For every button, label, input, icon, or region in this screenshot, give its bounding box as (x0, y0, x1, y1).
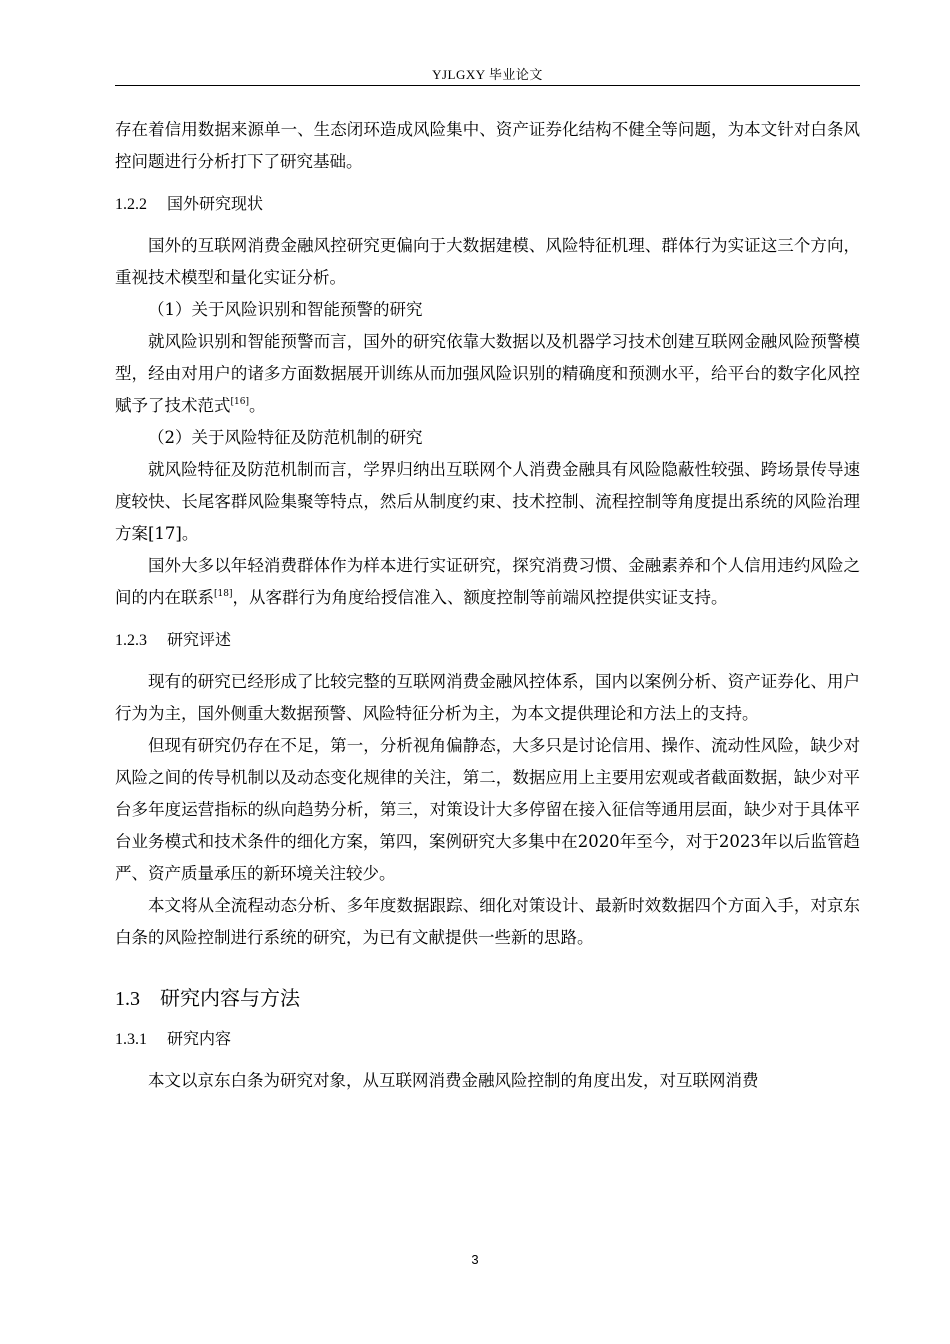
page-number: 3 (471, 1252, 479, 1267)
section-heading-1-2-2 (115, 192, 860, 217)
paragraph: 但现有研究仍存在不足，第一，分析视角偏静态，大多只是讨论信用、操作、流动性风险，缺少对风险之间的传导机制以及动态变化规律的关注，第二，数据应用上主要用宏观或者截面数据，缺少对平台多年度运营指标的纵向趋势分析，第三，对策设计大多停留在接入征信等通用层面，缺少对于具体平台业务模式和技术条件的细化方案，第四，案例研究大多集中在2020年至今，对于2023年以后监管趋严、资产质量承压的新环境关注较少。 (115, 736, 860, 883)
section-heading-1-2-3 (115, 628, 860, 653)
paragraph-text: 国外大多以年轻消费群体作为样本进行实证研究，探究消费习惯、金融素养和个人信用违约风险之间的内在联系 (115, 556, 860, 607)
citation: [18] (214, 589, 233, 599)
paragraph: 现有的研究已经形成了比较完整的互联网消费金融风控体系，国内以案例分析、资产证券化、用户行为为主，国外侧重大数据预警、风险特征分析为主，为本文提供理论和方法上的支持。 (115, 672, 860, 723)
paragraph: 就风险特征及防范机制而言，学界归纳出互联网个人消费金融具有风险隐蔽性较强、跨场景传导速度较快、长尾客群风险集聚等特点，然后从制度约束、技术控制、流程控制等角度提出系统的风险治理方案[17]。 (115, 460, 860, 543)
section-title: 研究评述 (167, 630, 232, 649)
section-number: 1.3 (115, 988, 140, 1010)
section-number: 1.2.3 (115, 632, 147, 649)
page-header: YJLGXY 毕业论文 (432, 67, 543, 82)
citation: [16] (230, 397, 249, 407)
section-heading-1-3-1 (115, 1027, 860, 1052)
header-divider (115, 85, 860, 86)
paragraph-text: ，从客群行为角度给授信准入、额度控制等前端风控提供实证支持。 (232, 588, 728, 607)
paragraph: 本文将从全流程动态分析、多年度数据跟踪、细化对策设计、最新时效数据四个方面入手，对京东白条的风险控制进行系统的研究，为已有文献提供一些新的思路。 (115, 896, 860, 947)
paragraph: 国外的互联网消费金融风控研究更偏向于大数据建模、风险特征机理、群体行为实证这三个方向，重视技术模型和量化实证分析。 (115, 236, 860, 287)
section-title: 研究内容与方法 (160, 986, 300, 1010)
paragraph-end: 。 (248, 396, 266, 415)
paragraph: 存在着信用数据来源单一、生态闭环造成风险集中、资产证券化结构不健全等问题，为本文针对白条风控问题进行分析打下了研究基础。 (115, 120, 860, 171)
paragraph (115, 326, 860, 422)
subheading: （2）关于风险特征及防范机制的研究 (148, 428, 423, 447)
paragraph (115, 550, 860, 614)
section-heading-1-3 (115, 984, 860, 1013)
section-title: 研究内容 (167, 1029, 232, 1048)
paragraph: 本文以京东白条为研究对象，从互联网消费金融风险控制的角度出发，对互联网消费 (148, 1071, 759, 1090)
section-title: 国外研究现状 (167, 194, 264, 213)
section-number: 1.2.2 (115, 196, 147, 213)
section-number: 1.3.1 (115, 1031, 147, 1048)
document-body (115, 114, 860, 1097)
paragraph-text: 就风险识别和智能预警而言，国外的研究依靠大数据以及机器学习技术创建互联网金融风险预警模型，经由对用户的诸多方面数据展开训练从而加强风险识别的精确度和预测水平，给平台的数字化风控赋予了技术范式 (115, 332, 860, 415)
subheading: （1）关于风险识别和智能预警的研究 (148, 300, 423, 319)
